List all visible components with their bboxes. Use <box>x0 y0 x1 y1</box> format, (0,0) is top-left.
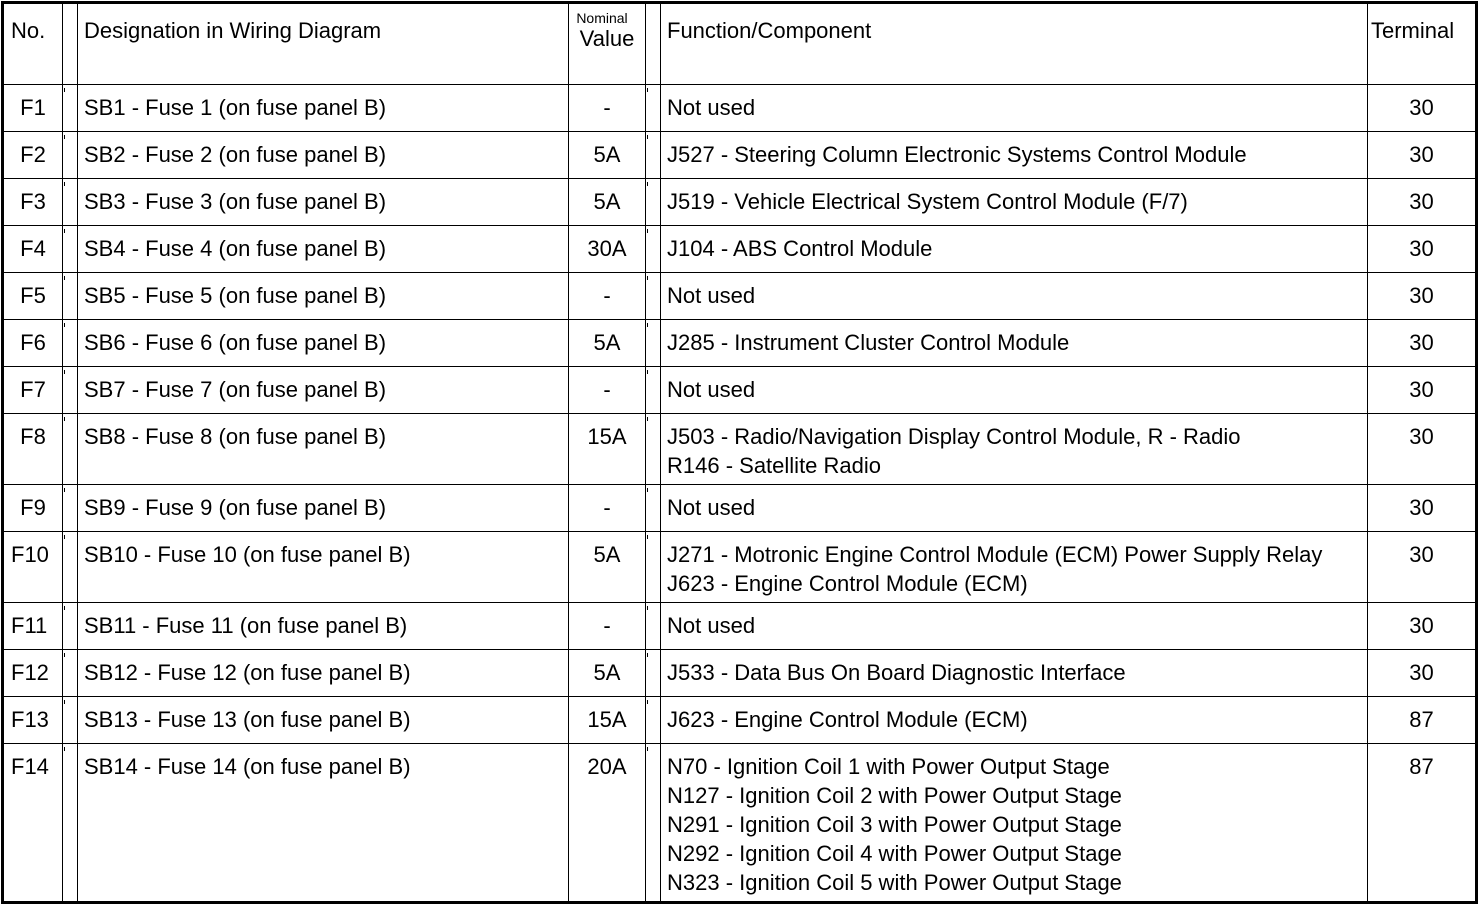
spacer-cell <box>63 273 78 320</box>
function-component <box>661 532 1368 603</box>
function-line: N127 - Ignition Coil 2 with Power Output Stage <box>667 783 1122 808</box>
header-function: Function/Component <box>661 3 1368 85</box>
function-component <box>661 367 1368 414</box>
function-component <box>661 226 1368 273</box>
spacer-cell <box>646 603 661 650</box>
spacer-cell <box>63 485 78 532</box>
function-component <box>661 320 1368 367</box>
fuse-designation: SB12 - Fuse 12 (on fuse panel B) <box>78 650 569 697</box>
function-line: Not used <box>667 377 756 402</box>
terminal-value: 30 <box>1368 367 1477 414</box>
table-row <box>3 320 1477 367</box>
nominal-value: 15A <box>569 414 646 485</box>
fuse-designation: SB2 - Fuse 2 (on fuse panel B) <box>78 132 569 179</box>
fuse-designation: SB10 - Fuse 10 (on fuse panel B) <box>78 532 569 603</box>
fuse-number: F5 <box>3 273 63 320</box>
spacer-cell <box>646 744 661 903</box>
fuse-designation: SB9 - Fuse 9 (on fuse panel B) <box>78 485 569 532</box>
function-line: J533 - Data Bus On Board Diagnostic Interface <box>667 660 1126 685</box>
fuse-designation: SB14 - Fuse 14 (on fuse panel B) <box>78 744 569 903</box>
fuse-number: F14 <box>3 744 63 903</box>
header-row <box>3 3 1477 85</box>
spacer-cell <box>63 320 78 367</box>
fuse-designation: SB7 - Fuse 7 (on fuse panel B) <box>78 367 569 414</box>
fuse-number: F11 <box>3 603 63 650</box>
terminal-value: 30 <box>1368 320 1477 367</box>
table-row <box>3 650 1477 697</box>
spacer-cell <box>63 226 78 273</box>
function-line: Not used <box>667 613 756 638</box>
spacer-cell <box>63 697 78 744</box>
function-component <box>661 744 1368 903</box>
nominal-value: 5A <box>569 132 646 179</box>
spacer-cell <box>63 179 78 226</box>
function-component <box>661 485 1368 532</box>
nominal-value: 5A <box>569 320 646 367</box>
function-line: R146 - Satellite Radio <box>667 453 882 478</box>
function-line: Not used <box>667 95 756 120</box>
function-line: J503 - Radio/Navigation Display Control Module, R - Radio <box>667 424 1241 449</box>
fuse-number: F10 <box>3 532 63 603</box>
header-terminal: Terminal <box>1368 3 1477 85</box>
terminal-value: 87 <box>1368 744 1477 903</box>
function-line: J519 - Vehicle Electrical System Control Module (F/7) <box>667 189 1188 214</box>
spacer-cell <box>63 367 78 414</box>
nominal-value: 15A <box>569 697 646 744</box>
table-row <box>3 226 1477 273</box>
spacer-cell <box>646 226 661 273</box>
spacer-cell <box>646 179 661 226</box>
nominal-value: 5A <box>569 532 646 603</box>
function-line: J623 - Engine Control Module (ECM) <box>667 707 1028 732</box>
fuse-designation: SB6 - Fuse 6 (on fuse panel B) <box>78 320 569 367</box>
terminal-value: 30 <box>1368 603 1477 650</box>
terminal-value: 30 <box>1368 414 1477 485</box>
spacer-cell <box>646 273 661 320</box>
spacer-cell <box>646 367 661 414</box>
spacer-cell <box>63 414 78 485</box>
fuse-designation: SB4 - Fuse 4 (on fuse panel B) <box>78 226 569 273</box>
header-nominal-big: Value <box>579 26 635 51</box>
function-component <box>661 85 1368 132</box>
terminal-value: 30 <box>1368 273 1477 320</box>
spacer-cell <box>63 744 78 903</box>
nominal-value: 5A <box>569 650 646 697</box>
spacer-cell <box>646 414 661 485</box>
header-designation: Designation in Wiring Diagram <box>78 3 569 85</box>
function-line: J527 - Steering Column Electronic Systems Control Module <box>667 142 1247 167</box>
fuse-number: F1 <box>3 85 63 132</box>
header-spacer <box>63 3 78 85</box>
spacer-cell <box>646 697 661 744</box>
table-row <box>3 367 1477 414</box>
fuse-number: F7 <box>3 367 63 414</box>
spacer-cell <box>63 650 78 697</box>
function-component <box>661 603 1368 650</box>
fuse-number: F4 <box>3 226 63 273</box>
spacer-cell <box>63 603 78 650</box>
terminal-value: 30 <box>1368 85 1477 132</box>
table-row <box>3 273 1477 320</box>
fuse-number: F9 <box>3 485 63 532</box>
fuse-designation: SB1 - Fuse 1 (on fuse panel B) <box>78 85 569 132</box>
nominal-value: - <box>569 273 646 320</box>
function-component <box>661 697 1368 744</box>
function-line: J623 - Engine Control Module (ECM) <box>667 571 1028 596</box>
fuse-number: F2 <box>3 132 63 179</box>
function-component <box>661 273 1368 320</box>
fuse-designation: SB5 - Fuse 5 (on fuse panel B) <box>78 273 569 320</box>
header-spacer <box>646 3 661 85</box>
terminal-value: 87 <box>1368 697 1477 744</box>
fuse-number: F13 <box>3 697 63 744</box>
fuse-designation: SB13 - Fuse 13 (on fuse panel B) <box>78 697 569 744</box>
function-line: Not used <box>667 283 756 308</box>
nominal-value: - <box>569 485 646 532</box>
function-line: J104 - ABS Control Module <box>667 236 933 261</box>
table-row <box>3 179 1477 226</box>
spacer-cell <box>646 85 661 132</box>
terminal-value: 30 <box>1368 650 1477 697</box>
terminal-value: 30 <box>1368 532 1477 603</box>
table-row <box>3 744 1477 903</box>
fuse-table-container <box>1 1 1475 904</box>
table-row <box>3 132 1477 179</box>
nominal-value: 5A <box>569 179 646 226</box>
function-line: J285 - Instrument Cluster Control Module <box>667 330 1070 355</box>
header-nominal-small: Nominal <box>576 10 628 26</box>
fuse-designation: SB11 - Fuse 11 (on fuse panel B) <box>78 603 569 650</box>
function-line: N70 - Ignition Coil 1 with Power Output Stage <box>667 754 1110 779</box>
function-component <box>661 650 1368 697</box>
spacer-cell <box>646 650 661 697</box>
terminal-value: 30 <box>1368 226 1477 273</box>
function-line: J271 - Motronic Engine Control Module (ECM) Power Supply Relay <box>667 542 1323 567</box>
header-no: No. <box>3 3 63 85</box>
table-row <box>3 603 1477 650</box>
nominal-value: - <box>569 603 646 650</box>
nominal-value: 30A <box>569 226 646 273</box>
terminal-value: 30 <box>1368 179 1477 226</box>
spacer-cell <box>63 132 78 179</box>
terminal-value: 30 <box>1368 485 1477 532</box>
table-row <box>3 485 1477 532</box>
table-row <box>3 414 1477 485</box>
terminal-value: 30 <box>1368 132 1477 179</box>
spacer-cell <box>646 320 661 367</box>
table-row <box>3 697 1477 744</box>
function-component <box>661 179 1368 226</box>
function-line: N323 - Ignition Coil 5 with Power Output Stage <box>667 870 1122 895</box>
nominal-value: - <box>569 85 646 132</box>
function-line: N291 - Ignition Coil 3 with Power Output Stage <box>667 812 1122 837</box>
fuse-designation: SB8 - Fuse 8 (on fuse panel B) <box>78 414 569 485</box>
spacer-cell <box>646 132 661 179</box>
spacer-cell <box>63 85 78 132</box>
header-nominal-value <box>569 3 646 85</box>
table-row <box>3 532 1477 603</box>
fuse-number: F6 <box>3 320 63 367</box>
function-line: N292 - Ignition Coil 4 with Power Output Stage <box>667 841 1122 866</box>
function-line: Not used <box>667 495 756 520</box>
fuse-number: F8 <box>3 414 63 485</box>
fuse-number: F3 <box>3 179 63 226</box>
table-row <box>3 85 1477 132</box>
spacer-cell <box>63 532 78 603</box>
fuse-table <box>1 1 1478 904</box>
spacer-cell <box>646 485 661 532</box>
spacer-cell <box>646 532 661 603</box>
nominal-value: - <box>569 367 646 414</box>
function-component <box>661 132 1368 179</box>
function-component <box>661 414 1368 485</box>
fuse-number: F12 <box>3 650 63 697</box>
fuse-designation: SB3 - Fuse 3 (on fuse panel B) <box>78 179 569 226</box>
nominal-value: 20A <box>569 744 646 903</box>
